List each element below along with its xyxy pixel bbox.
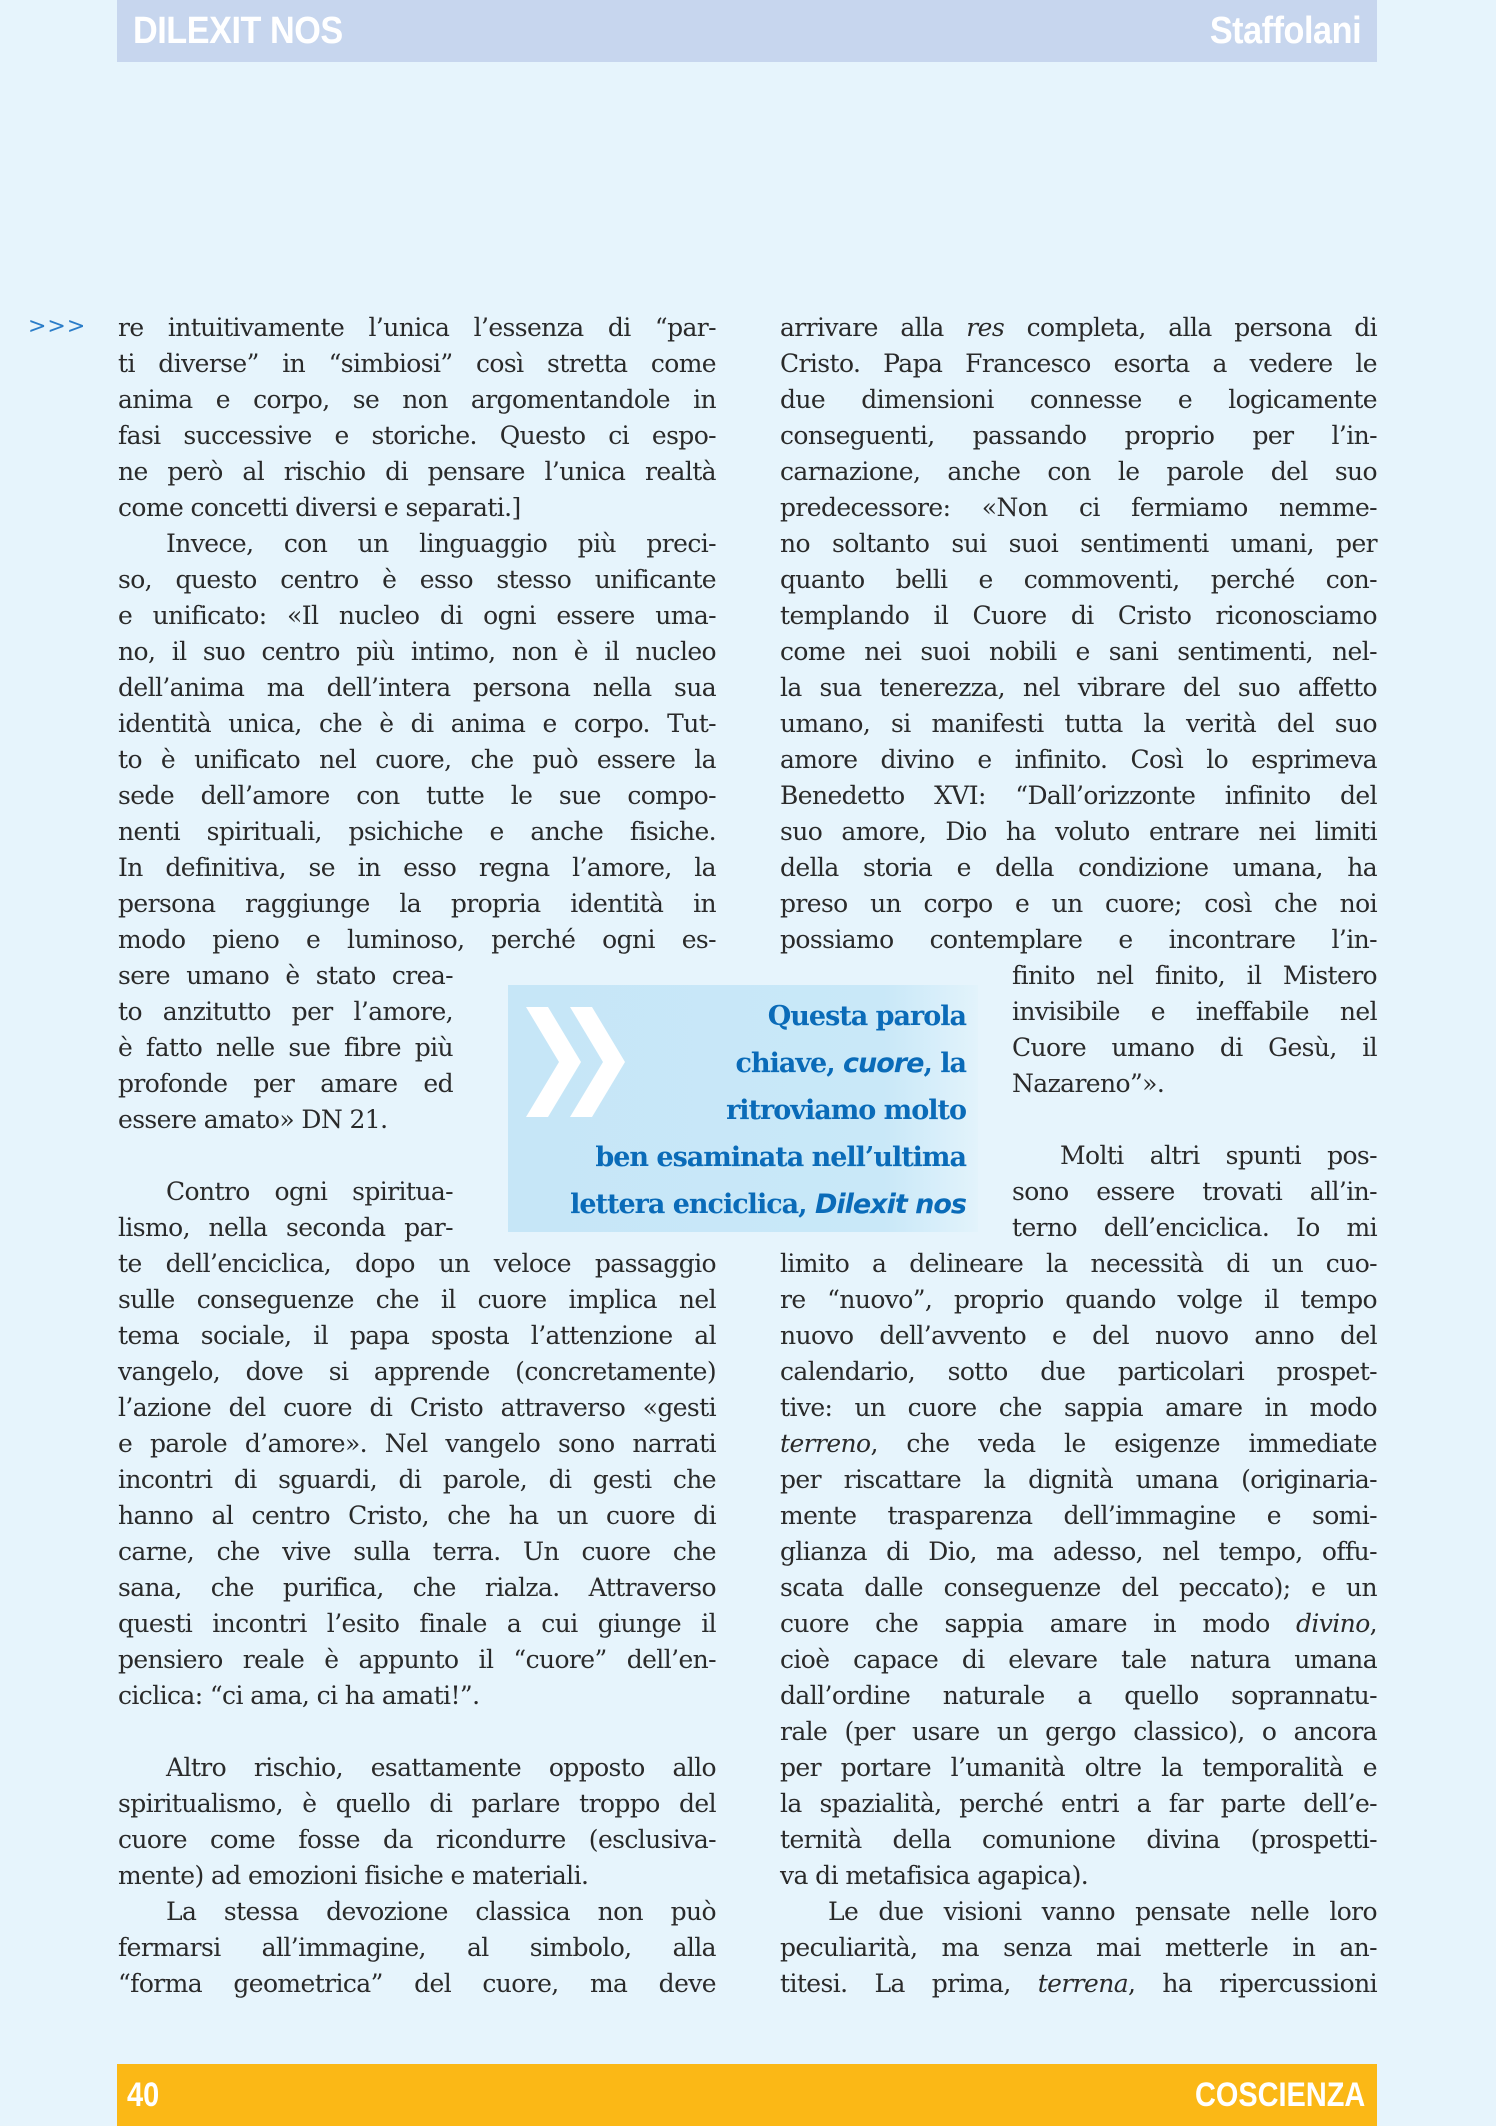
text-line: glianza di Dio, ma adesso, nel tempo, offu- bbox=[780, 1537, 1377, 1566]
text-line: pensiero reale è appunto il “cuore” dell’en- bbox=[118, 1645, 716, 1674]
text-line: cuore che sappia amare in modo divino, bbox=[780, 1609, 1377, 1638]
text-line: umano, si manifesti tutta la verità del suo bbox=[780, 709, 1377, 738]
text-line: calendario, sotto due particolari prospet- bbox=[780, 1357, 1377, 1386]
text-line: sere umano è stato crea- bbox=[118, 961, 453, 990]
text-line: peculiarità, ma senza mai metterle in an- bbox=[780, 1933, 1377, 1962]
text-line: la spazialità, perché entri a far parte dell’e- bbox=[780, 1789, 1377, 1818]
text-line: per riscattare la dignità umana (originaria- bbox=[780, 1465, 1377, 1494]
page-number: 40 bbox=[127, 2076, 160, 2114]
text-line: finito nel finito, il Mistero bbox=[1012, 961, 1377, 990]
text-line: e unificato: «Il nucleo di ogni essere uma- bbox=[118, 601, 716, 630]
text-line: è fatto nelle sue fibre più bbox=[118, 1033, 453, 1062]
text-line: della storia e della condizione umana, ha bbox=[780, 853, 1377, 882]
text-line: terreno, che veda le esigenze immediate bbox=[780, 1429, 1377, 1458]
text-line: Altro rischio, esattamente opposto allo bbox=[166, 1753, 716, 1782]
author-name: Staffolani bbox=[1209, 10, 1361, 52]
text-line: no soltanto sui suoi sentimenti umani, per bbox=[780, 529, 1377, 558]
text-line: arrivare alla res completa, alla persona di bbox=[780, 313, 1377, 342]
text-line: questi incontri l’esito finale a cui giunge il bbox=[118, 1609, 716, 1638]
text-line: templando il Cuore di Cristo riconosciamo bbox=[780, 601, 1377, 630]
text-line: Cuore umano di Gesù, il bbox=[1012, 1033, 1377, 1062]
text-line: come nei suoi nobili e sani sentimenti, nel- bbox=[780, 637, 1377, 666]
text-line: quanto belli e commoventi, perché con- bbox=[780, 565, 1377, 594]
text-line: e parole d’amore». Nel vangelo sono narrati bbox=[118, 1429, 716, 1458]
text-line: come concetti diversi e separati.] bbox=[118, 493, 521, 522]
text-line: fermarsi all’immagine, al simbolo, alla bbox=[118, 1933, 716, 1962]
text-line: sulle conseguenze che il cuore implica nel bbox=[118, 1285, 716, 1314]
running-footer bbox=[117, 2064, 1377, 2126]
text-line: preso un corpo e un cuore; così che noi bbox=[780, 889, 1377, 918]
text-line: carne, che vive sulla terra. Un cuore che bbox=[118, 1537, 716, 1566]
magazine-name: COSCIENZA bbox=[1194, 2076, 1365, 2114]
text-line: suo amore, Dio ha voluto entrare nei limiti bbox=[780, 817, 1377, 846]
text-line: Nazareno”». bbox=[1012, 1069, 1165, 1098]
text-line: fasi successive e storiche. Questo ci espo- bbox=[118, 421, 716, 450]
text-line: conseguenti, passando proprio per l’in- bbox=[780, 421, 1377, 450]
pull-quote-line: ben esaminata nell’ultima bbox=[595, 1142, 966, 1173]
text-line: cuore come fosse da ricondurre (esclusiva- bbox=[118, 1825, 716, 1854]
text-line: vangelo, dove si apprende (concretamente) bbox=[118, 1357, 716, 1386]
pull-quote-line: chiave, cuore, la bbox=[735, 1048, 966, 1079]
text-line: nenti spirituali, psichiche e anche fisiche. bbox=[118, 817, 716, 846]
text-line: re intuitivamente l’unica l’essenza di “par- bbox=[118, 313, 716, 342]
text-line: Molti altri spunti pos- bbox=[1060, 1141, 1377, 1170]
text-line: ti diverse” in “simbiosi” così stretta come bbox=[118, 349, 716, 378]
text-line: Cristo. Papa Francesco esorta a vedere le bbox=[780, 349, 1377, 378]
text-line: predecessore: «Non ci fermiamo nemme- bbox=[780, 493, 1377, 522]
text-line: te dell’enciclica, dopo un veloce passaggio bbox=[118, 1249, 716, 1278]
text-line: va di metafisica agapica). bbox=[780, 1861, 1089, 1890]
text-line: dall’ordine naturale a quello soprannatu- bbox=[780, 1681, 1377, 1710]
pull-quote-text bbox=[570, 993, 966, 1228]
text-line: La stessa devozione classica non può bbox=[166, 1897, 716, 1926]
text-line: due dimensioni connesse e logicamente bbox=[780, 385, 1377, 414]
text-line: Benedetto XVI: “Dall’orizzonte infinito del bbox=[780, 781, 1377, 810]
text-line: sede dell’amore con tutte le sue compo- bbox=[118, 781, 716, 810]
text-line: hanno al centro Cristo, che ha un cuore di bbox=[118, 1501, 716, 1530]
pull-quote-line: ritroviamo molto bbox=[726, 1095, 966, 1126]
pull-quote-line: Questa parola bbox=[767, 1001, 966, 1032]
text-line: limito a delineare la necessità di un cuo- bbox=[780, 1249, 1377, 1278]
text-line: “forma geometrica” del cuore, ma deve bbox=[118, 1969, 716, 1998]
text-line: to è unificato nel cuore, che può essere la bbox=[118, 745, 716, 774]
text-line: sono essere trovati all’in- bbox=[1012, 1177, 1377, 1206]
running-header bbox=[117, 0, 1377, 62]
pull-quote-line: lettera enciclica, Dilexit nos bbox=[570, 1189, 966, 1220]
text-line: titesi. La prima, terrena, ha ripercussioni bbox=[780, 1969, 1377, 1998]
text-line: l’azione del cuore di Cristo attraverso «gesti bbox=[118, 1393, 716, 1422]
text-line: sana, che purifica, che rialza. Attraverso bbox=[118, 1573, 716, 1602]
text-line: essere amato» DN 21. bbox=[118, 1105, 388, 1134]
text-line: ternità della comunione divina (prospetti- bbox=[780, 1825, 1377, 1854]
text-line: tema sociale, il papa sposta l’attenzione al bbox=[118, 1321, 716, 1350]
text-line: mente) ad emozioni fisiche e materiali. bbox=[118, 1861, 589, 1890]
text-line: nuovo dell’avvento e del nuovo anno del bbox=[780, 1321, 1377, 1350]
text-line: anima e corpo, se non argomentandole in bbox=[118, 385, 716, 414]
text-line: dell’anima ma dell’intera persona nella sua bbox=[118, 673, 716, 702]
text-line: re “nuovo”, proprio quando volge il tempo bbox=[780, 1285, 1377, 1314]
text-line: so, questo centro è esso stesso unificante bbox=[118, 565, 716, 594]
text-line: modo pieno e luminoso, perché ogni es- bbox=[118, 925, 716, 954]
text-line: scata dalle conseguenze del peccato); e un bbox=[780, 1573, 1377, 1602]
section-title: DILEXIT NOS bbox=[133, 10, 343, 52]
pull-quote bbox=[508, 985, 978, 1232]
text-line: Le due visioni vanno pensate nelle loro bbox=[828, 1897, 1377, 1926]
text-line: per portare l’umanità oltre la temporalità e bbox=[780, 1753, 1377, 1782]
text-line: ne però al rischio di pensare l’unica realtà bbox=[118, 457, 716, 486]
text-line: lismo, nella seconda par- bbox=[118, 1213, 453, 1242]
text-line: cioè capace di elevare tale natura umana bbox=[780, 1645, 1377, 1674]
text-line: Invece, con un linguaggio più preci- bbox=[166, 529, 716, 558]
text-line: la sua tenerezza, nel vibrare del suo affetto bbox=[780, 673, 1377, 702]
text-line: identità unica, che è di anima e corpo. Tut- bbox=[118, 709, 716, 738]
text-line: invisibile e ineffabile nel bbox=[1012, 997, 1377, 1026]
text-line: profonde per amare ed bbox=[118, 1069, 453, 1098]
text-line: ciclica: “ci ama, ci ha amati!”. bbox=[118, 1681, 480, 1710]
text-line: to anzitutto per l’amore, bbox=[118, 997, 453, 1026]
text-line: spiritualismo, è quello di parlare troppo del bbox=[118, 1789, 716, 1818]
text-line: Contro ogni spiritua- bbox=[166, 1177, 453, 1206]
text-line: carnazione, anche con le parole del suo bbox=[780, 457, 1377, 486]
text-line: amore divino e infinito. Così lo esprimeva bbox=[780, 745, 1377, 774]
continued-marker: >>> bbox=[28, 314, 87, 339]
text-line: persona raggiunge la propria identità in bbox=[118, 889, 716, 918]
text-line: terno dell’enciclica. Io mi bbox=[1012, 1213, 1377, 1242]
text-line: tive: un cuore che sappia amare in modo bbox=[780, 1393, 1377, 1422]
text-line: incontri di sguardi, di parole, di gesti che bbox=[118, 1465, 716, 1494]
text-line: no, il suo centro più intimo, non è il nucleo bbox=[118, 637, 716, 666]
text-line: possiamo contemplare e incontrare l’in- bbox=[780, 925, 1377, 954]
text-line: mente trasparenza dell’immagine e somi- bbox=[780, 1501, 1377, 1530]
text-line: rale (per usare un gergo classico), o ancora bbox=[780, 1717, 1377, 1746]
text-line: In definitiva, se in esso regna l’amore, la bbox=[118, 853, 716, 882]
